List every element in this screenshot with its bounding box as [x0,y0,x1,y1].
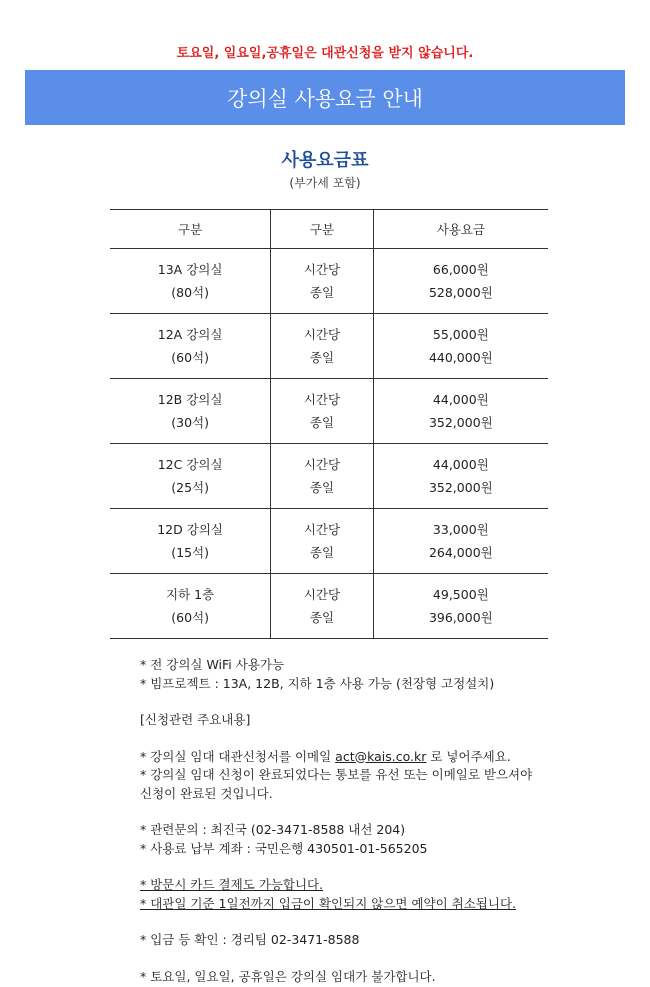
unit-cell [271,509,373,574]
table-row [110,444,548,509]
unit-hourly: 시간당 [303,327,341,342]
price-daily: 396,000원 [428,610,493,625]
room-name: 13A 강의실 [157,262,223,277]
room-cell [110,249,271,314]
fee-table [110,209,548,639]
note-card-payment: * 방문시 카드 결제도 가능합니다. [140,877,324,892]
room-name: 12A 강의실 [157,327,223,342]
unit-hourly: 시간당 [303,587,341,602]
room-cell [110,444,271,509]
price-cell [373,379,548,444]
note-confirm-line2: 신청이 완료된 것입니다. [140,785,273,801]
note-weekend: * 토요일, 일요일, 공휴일은 강의실 임대가 불가합니다. [140,968,436,984]
room-cell [110,314,271,379]
room-name: 지하 1층 [166,587,215,602]
header-unit: 구분 [271,210,373,249]
weekend-notice: 토요일, 일요일,공휴일은 대관신청을 받지 않습니다. [176,46,474,61]
email-link[interactable]: act@kais.co.kr [335,748,427,764]
unit-hourly: 시간당 [303,457,341,472]
page-title-banner [25,70,625,125]
price-cell [373,249,548,314]
price-cell [373,574,548,639]
room-capacity: (60석) [171,610,209,625]
fee-table-title: 사용요금표 [281,150,369,171]
unit-daily: 종일 [309,480,335,495]
note-projector: * 빔프로젝트 : 13A, 12B, 지하 1층 사용 가능 (천장형 고정설치) [140,675,495,691]
table-row [110,574,548,639]
price-cell [373,509,548,574]
price-hourly: 49,500원 [432,587,489,602]
unit-hourly: 시간당 [303,522,341,537]
price-cell [373,444,548,509]
note-apply-prefix: * 강의실 임대 대관신청서를 이메일 [140,748,336,764]
table-row [110,509,548,574]
table-row [110,249,548,314]
price-hourly: 55,000원 [432,327,489,342]
fee-table-subtitle: (부가세 포함) [289,176,361,190]
unit-hourly: 시간당 [303,392,341,407]
unit-daily: 종일 [309,415,335,430]
room-cell [110,574,271,639]
unit-daily: 종일 [309,285,335,300]
price-hourly: 44,000원 [432,392,489,407]
table-row [110,379,548,444]
room-capacity: (25석) [171,480,209,495]
unit-cell [271,444,373,509]
room-capacity: (30석) [171,415,209,430]
price-daily: 528,000원 [428,285,493,300]
unit-daily: 종일 [309,350,335,365]
application-section-title: [신청관련 주요내용] [140,712,251,727]
table-row [110,314,548,379]
room-cell [110,509,271,574]
price-cell [373,314,548,379]
unit-cell [271,574,373,639]
unit-hourly: 시간당 [303,262,341,277]
note-deposit-check: * 입금 등 확인 : 경리팀 02-3471-8588 [140,932,360,947]
note-contact: * 관련문의 : 최진국 (02-3471-8588 내선 204) [140,822,406,837]
price-daily: 352,000원 [428,415,493,430]
unit-cell [271,314,373,379]
unit-cell [271,249,373,314]
room-name: 12C 강의실 [157,457,223,472]
price-daily: 352,000원 [428,480,493,495]
header-price: 사용요금 [373,210,548,249]
room-capacity: (15석) [171,545,209,560]
page-title: 강의실 사용요금 안내 [227,86,423,111]
unit-daily: 종일 [309,610,335,625]
room-capacity: (80석) [171,285,209,300]
price-daily: 264,000원 [428,545,493,560]
note-account: * 사용료 납부 계좌 : 국민은행 430501-01-565205 [140,840,428,856]
note-wifi: * 전 강의실 WiFi 사용가능 [140,657,285,672]
note-cancellation: * 대관일 기준 1일전까지 입금이 확인되지 않으면 예약이 취소됩니다. [140,895,516,911]
note-apply-suffix: 로 넣어주세요. [426,748,511,764]
room-capacity: (60석) [171,350,209,365]
room-name: 12D 강의실 [157,522,223,537]
room-cell [110,379,271,444]
room-name: 12B 강의실 [157,392,223,407]
price-hourly: 44,000원 [432,457,489,472]
price-hourly: 33,000원 [432,522,489,537]
fee-table-header-row [110,210,548,249]
note-apply [140,748,620,767]
header-category: 구분 [110,210,271,249]
unit-daily: 종일 [309,545,335,560]
price-hourly: 66,000원 [432,262,489,277]
price-daily: 440,000원 [428,350,493,365]
unit-cell [271,379,373,444]
notes-section [140,656,620,986]
note-confirm-line1: * 강의실 임대 신청이 완료되었다는 통보를 유선 또는 이메일로 받으셔야 [140,767,533,782]
